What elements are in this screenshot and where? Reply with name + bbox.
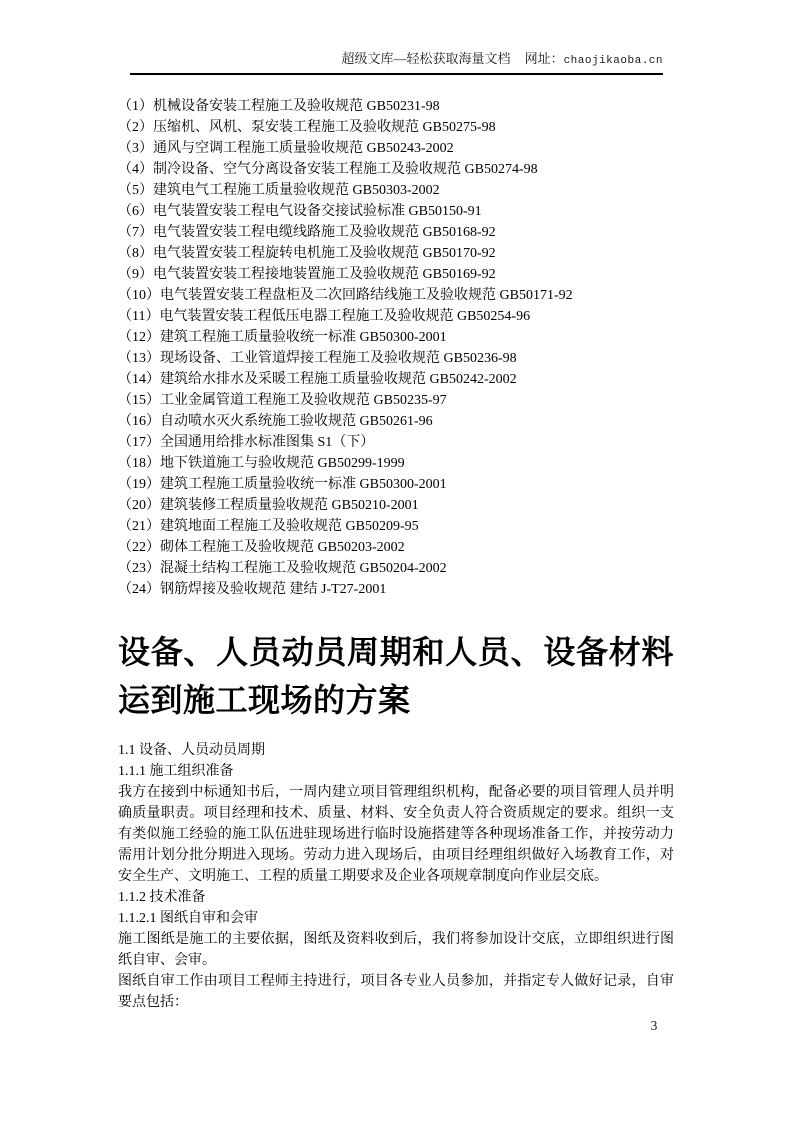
list-item: （14）建筑给水排水及采暖工程施工质量验收规范 GB50242-2002	[118, 372, 517, 387]
header-site-text: 超级文库—轻松获取海量文档	[341, 51, 511, 66]
spec-list	[118, 96, 674, 600]
page-header	[130, 50, 663, 70]
paragraph-drawing-review: 施工图纸是施工的主要依据，图纸及资料收到后，我们将参加设计交底，立即组织进行图纸自审、会审。	[118, 932, 674, 968]
header-url-label: 网址：	[524, 51, 564, 66]
list-item: （19）建筑工程施工质量验收统一标准 GB50300-2001	[118, 477, 447, 492]
list-item: （17）全国通用给排水标准图集 S1（下）	[118, 435, 375, 450]
list-item: （22）砌体工程施工及验收规范 GB50203-2002	[118, 540, 405, 555]
page-number: 3	[650, 1018, 658, 1033]
heading-1-1: 1.1 设备、人员动员周期	[118, 743, 265, 758]
list-item: （6）电气装置安装工程电气设备交接试验标准 GB50150-91	[118, 204, 482, 219]
heading-1-1-1: 1.1.1 施工组织准备	[118, 764, 234, 779]
list-item: （9）电气装置安装工程接地装置施工及验收规范 GB50169-92	[118, 267, 496, 282]
heading-1-1-2-1: 1.1.2.1 图纸自审和会审	[118, 911, 258, 926]
paragraph-mobilization: 我方在接到中标通知书后，一周内建立项目管理组织机构，配备必要的项目管理人员并明确质量职责。项目经理和技术、质量、材料、安全负责人符合资质规定的要求。组织一支有类似施工经验的施工队伍进驻现场进行临时设施搭建等各种现场准备工作，并按劳动力需用计划分批分期进入现场。劳动力进入现场后，由项目经理组织做好入场教育工作，对安全生产、文明施工、工程的质量工期要求及企业各项规章制度向作业层交底。	[118, 785, 674, 884]
list-item: （5）建筑电气工程施工质量验收规范 GB50303-2002	[118, 183, 440, 198]
list-item: （7）电气装置安装工程电缆线路施工及验收规范 GB50168-92	[118, 225, 496, 240]
heading-1-1-2: 1.1.2 技术准备	[118, 890, 206, 905]
paragraph-self-review: 图纸自审工作由项目工程师主持进行，项目各专业人员参加，并指定专人做好记录，自审要点包括：	[118, 974, 674, 1010]
list-item: （24）钢筋焊接及验收规范 建结 J-T27-2001	[118, 582, 387, 597]
document-body	[118, 96, 674, 1013]
list-item: （11）电气装置安装工程低压电器工程施工及验收规范 GB50254-96	[118, 309, 531, 324]
list-item: （15）工业金属管道工程施工及验收规范 GB50235-97	[118, 393, 447, 408]
chapter-title: 设备、人员动员周期和人员、设备材料运到施工现场的方案	[118, 634, 674, 718]
list-item: （4）制冷设备、空气分离设备安装工程施工及验收规范 GB50274-98	[118, 162, 538, 177]
list-item: （2）压缩机、风机、泵安装工程施工及验收规范 GB50275-98	[118, 120, 496, 135]
list-item: （23）混凝土结构工程施工及验收规范 GB50204-2002	[118, 561, 447, 576]
list-item: （16）自动喷水灭火系统施工验收规范 GB50261-96	[118, 414, 433, 429]
list-item: （20）建筑装修工程质量验收规范 GB50210-2001	[118, 498, 419, 513]
list-item: （1）机械设备安装工程施工及验收规范 GB50231-98	[118, 99, 440, 114]
list-item: （12）建筑工程施工质量验收统一标准 GB50300-2001	[118, 330, 447, 345]
list-item: （21）建筑地面工程施工及验收规范 GB50209-95	[118, 519, 419, 534]
list-item: （18）地下铁道施工与验收规范 GB50299-1999	[118, 456, 405, 471]
header-divider	[130, 73, 663, 75]
list-item: （13）现场设备、工业管道焊接工程施工及验收规范 GB50236-98	[118, 351, 517, 366]
list-item: （8）电气装置安装工程旋转电机施工及验收规范 GB50170-92	[118, 246, 496, 261]
header-url: chaojikaoba.cn	[563, 55, 663, 67]
list-item: （3）通风与空调工程施工质量验收规范 GB50243-2002	[118, 141, 454, 156]
list-item: （10）电气装置安装工程盘柜及二次回路结线施工及验收规范 GB50171-92	[118, 288, 573, 303]
